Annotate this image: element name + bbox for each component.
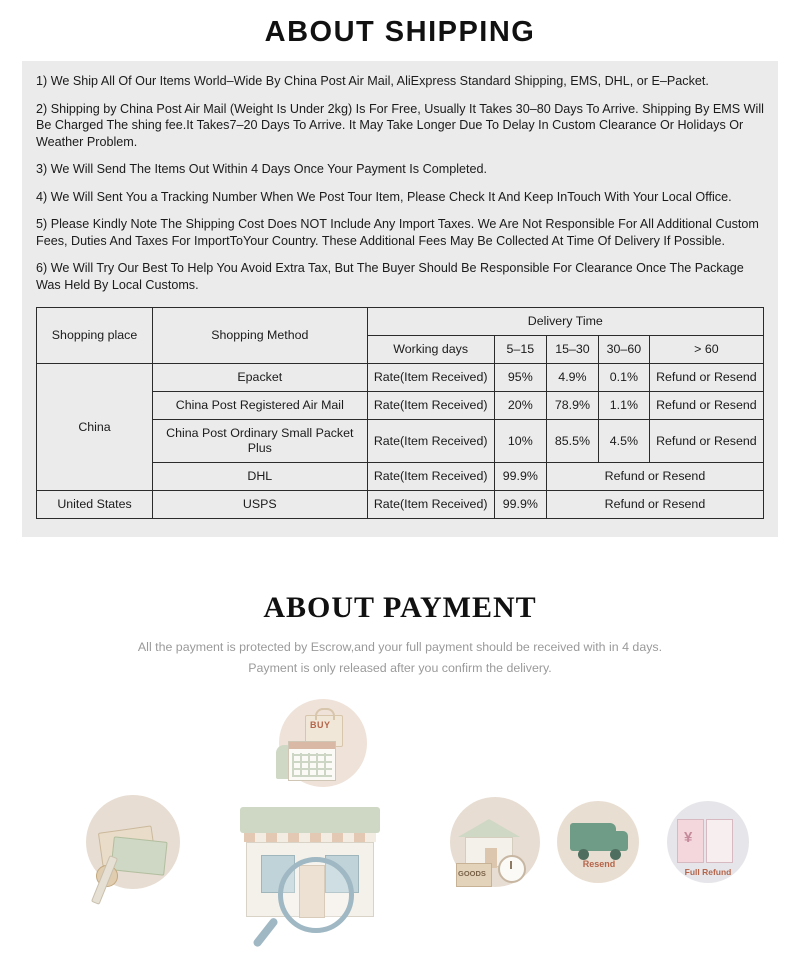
subheader-range-5-15: 5–15 <box>494 336 546 364</box>
row-method-epacket: Epacket <box>153 364 368 392</box>
row-place-united-states: United States <box>37 491 153 519</box>
full-refund-label: Full Refund <box>684 867 732 877</box>
header-shopping-place: Shopping place <box>37 308 153 364</box>
row-dhl-v1: 99.9% <box>494 463 546 491</box>
yen-icon: ¥ <box>684 829 693 846</box>
buy-label: BUY <box>310 720 331 730</box>
row-rate-ordinary-small-packet-plus: Rate(Item Received) <box>367 420 494 463</box>
shipping-paragraph-3: 3) We Will Send The Items Out Within 4 Days Once Your Payment Is Completed. <box>36 162 488 176</box>
row-registered-v3: 1.1% <box>598 392 649 420</box>
row-method-dhl: DHL <box>153 463 368 491</box>
shipping-paragraph-6: 6) We Will Try Our Best To Help You Avoid Extra Tax, But The Buyer Should Be Responsible For Clearance Once The Package Was Held By Local Customs. <box>36 261 744 292</box>
row-epacket-v3: 0.1% <box>598 364 649 392</box>
truck-cab-icon <box>612 831 628 851</box>
shipping-paragraph-4: 4) We Will Sent You a Tracking Number When We Post Tour Item, Please Check It And Keep InTouch With Your Local Office. <box>36 189 732 204</box>
row-method-registered-air-mail: China Post Registered Air Mail <box>153 392 368 420</box>
row-epacket-v4: Refund or Resend <box>649 364 763 392</box>
refund-card-icon <box>706 819 733 863</box>
table-row <box>37 364 764 392</box>
calendar-icon <box>288 741 336 781</box>
subheader-range-over-60: > 60 <box>649 336 763 364</box>
row-rate-epacket: Rate(Item Received) <box>367 364 494 392</box>
banknote-icon-2 <box>110 836 167 875</box>
subheader-range-15-30: 15–30 <box>546 336 598 364</box>
about-shipping-title: ABOUT SHIPPING <box>264 16 536 48</box>
row-usps-v4: Refund or Resend <box>546 491 763 519</box>
row-method-usps: USPS <box>153 491 368 519</box>
magnifier-icon <box>278 857 354 933</box>
payment-illustration <box>0 687 800 917</box>
row-epacket-v2: 4.9% <box>546 364 598 392</box>
payment-note-line-2: Payment is only released after you confirm the delivery. <box>248 661 552 675</box>
row-registered-v2: 78.9% <box>546 392 598 420</box>
row-place-china: China <box>37 364 153 491</box>
subheader-working-days: Working days <box>367 336 494 364</box>
truck-icon <box>570 823 616 851</box>
row-rate-registered-air-mail: Rate(Item Received) <box>367 392 494 420</box>
row-epacket-v1: 95% <box>494 364 546 392</box>
row-dhl-v4: Refund or Resend <box>546 463 763 491</box>
row-ordinary-v2: 85.5% <box>546 420 598 463</box>
row-ordinary-v3: 4.5% <box>598 420 649 463</box>
shipping-paragraph-1: 1) We Ship All Of Our Items World–Wide By China Post Air Mail, AliExpress Standard Shipping, EMS, DHL, or E–Packet. <box>36 74 709 88</box>
shipping-paragraph-5: 5) Please Kindly Note The Shipping Cost Does NOT Include Any Import Taxes. We Are Not Responsible For All Additional Custom Fees, Duties And Taxes For ImportToYour Country. These Additional Fees May Be Collected At Time Of Delivery If Possible. <box>36 217 759 248</box>
subheader-range-30-60: 30–60 <box>598 336 649 364</box>
resend-label: Resend <box>582 859 616 869</box>
row-usps-v1: 99.9% <box>494 491 546 519</box>
row-rate-usps: Rate(Item Received) <box>367 491 494 519</box>
magnifier-handle-icon <box>252 917 279 949</box>
row-method-ordinary-small-packet-plus: China Post Ordinary Small Packet Plus <box>153 420 368 463</box>
header-shopping-method: Shopping Method <box>153 308 368 364</box>
table-header-row <box>37 308 764 336</box>
about-payment-title: ABOUT PAYMENT <box>263 591 537 624</box>
payment-note-line-1: All the payment is protected by Escrow,and your full payment should be received with in 4 days. <box>137 640 663 654</box>
shipping-paragraph-2: 2) Shipping by China Post Air Mail (Weight Is Under 2kg) Is For Free, Usually It Takes 30–80 Days To Arrive. Shipping By EMS Will Be Charged The shing fee.It Takes7–20 Days To Arrive. It May Take Longer Due To Delay In Custom Clearance Or Holidays Or Weather Problem. <box>36 101 764 149</box>
row-registered-v4: Refund or Resend <box>649 392 763 420</box>
table-row <box>37 491 764 519</box>
shipping-panel <box>22 61 778 537</box>
delivery-time-table <box>36 307 764 519</box>
clock-icon <box>498 855 526 883</box>
header-delivery-time: Delivery Time <box>367 308 763 336</box>
goods-label: GOODS <box>458 869 486 878</box>
row-registered-v1: 20% <box>494 392 546 420</box>
row-ordinary-v1: 10% <box>494 420 546 463</box>
row-ordinary-v4: Refund or Resend <box>649 420 763 463</box>
row-rate-dhl: Rate(Item Received) <box>367 463 494 491</box>
